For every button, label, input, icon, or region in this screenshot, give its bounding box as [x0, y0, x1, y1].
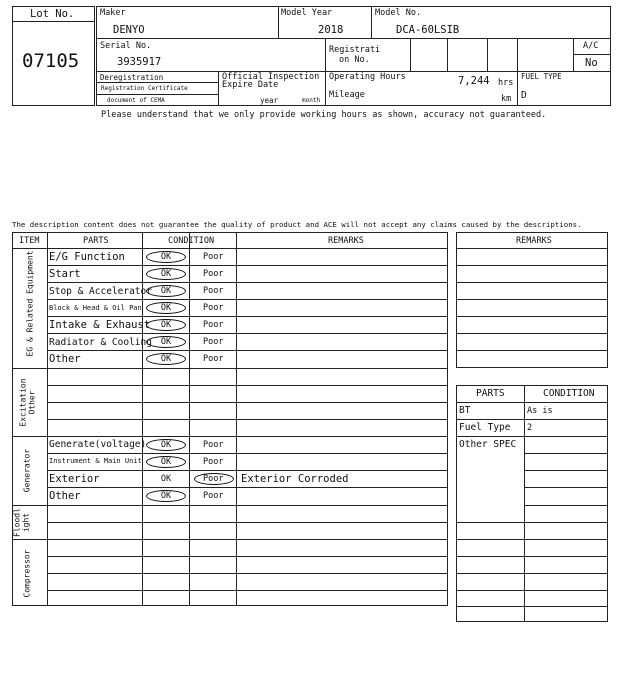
registration-label-1: Registrati	[329, 45, 381, 55]
serial-label: Serial No.	[100, 41, 152, 51]
ok-option: OK	[160, 337, 172, 347]
part-label: Intake & Exhaust	[49, 319, 151, 331]
maker-value: DENYO	[113, 24, 145, 36]
group-generator-label: Generator	[22, 448, 32, 493]
col-condition-header: CONDITION	[168, 236, 215, 246]
month-label: month	[302, 97, 321, 104]
group-compressor-label: Compressor	[22, 549, 32, 598]
spec-condition-value: 2	[527, 423, 533, 433]
fuel-type-value: D	[521, 90, 527, 101]
right-parts-header: PARTS	[476, 388, 505, 399]
col-remarks-header: REMARKS	[328, 236, 364, 246]
poor-option: Poor	[203, 457, 224, 467]
poor-option: Poor	[203, 491, 224, 501]
group-floodlight-label-2: ight	[21, 512, 31, 533]
poor-option: Poor	[203, 354, 224, 364]
poor-option: Poor	[203, 320, 224, 330]
poor-option: Poor	[203, 303, 224, 313]
poor-option: Poor	[203, 440, 224, 450]
hrs-label: hrs	[498, 78, 514, 88]
registration-certificate-label: Registration Certificate	[101, 85, 188, 92]
cema-document-label: document of CEMA	[107, 97, 165, 104]
part-label: Start	[49, 268, 81, 280]
deregistration-label: Deregistration	[100, 73, 164, 82]
col-parts-header: PARTS	[83, 236, 109, 246]
ok-option: OK	[160, 252, 172, 262]
part-label: Instrument & Main Unit	[49, 457, 142, 465]
right-condition-header: CONDITION	[543, 388, 595, 399]
mileage-label: Mileage	[329, 90, 365, 100]
ok-option: OK	[160, 457, 172, 467]
ok-option: OK	[160, 269, 172, 279]
part-label: Radiator & Cooling	[49, 337, 152, 348]
spec-part-label: Fuel Type	[459, 422, 511, 433]
year-label: year	[260, 96, 279, 105]
ac-label: A/C	[583, 41, 599, 51]
part-label: Generate(voltage)	[49, 439, 147, 450]
model-year-label: Model Year	[281, 8, 333, 18]
spec-condition-value: As is	[527, 406, 553, 416]
maker-label: Maker	[100, 8, 126, 18]
model-year-value: 2018	[318, 24, 344, 36]
right-remarks-header: REMARKS	[516, 236, 552, 246]
part-label: Other	[49, 490, 81, 502]
ok-option: OK	[160, 354, 172, 364]
registration-label-2: on No.	[339, 55, 370, 65]
poor-option: Poor	[203, 337, 224, 347]
group-eg-label: EG & Related Equipment	[25, 250, 35, 357]
ok-option: OK	[160, 491, 172, 501]
hours-notice: Please understand that we only provide working hours as shown, accuracy not guaranteed.	[101, 110, 547, 120]
group-excitation-label-2: Other	[27, 390, 37, 415]
part-label: E/G Function	[49, 251, 125, 263]
ok-option: OK	[160, 303, 172, 313]
model-no-value: DCA-60LSIB	[396, 24, 460, 36]
inspection-label-2: Expire Date	[222, 80, 279, 90]
spec-part-label: BT	[459, 405, 471, 416]
lot-number: 07105	[22, 50, 80, 72]
inspection-label-1: Official Inspection	[222, 72, 320, 82]
ok-option: OK	[160, 320, 172, 330]
model-no-label: Model No.	[375, 8, 422, 18]
spec-part-label: Other SPEC	[459, 439, 517, 450]
poor-option: Poor	[203, 286, 224, 296]
part-label: Other	[49, 353, 81, 365]
group-excitation-label-1: Excitation	[18, 378, 28, 427]
fuel-type-label: FUEL TYPE	[521, 72, 562, 81]
ok-option: OK	[160, 474, 172, 484]
disclaimer-text: The description content does not guarantee the quality of product and ACE will not accept any claims caused by the descriptions.	[12, 220, 582, 229]
part-label: Block & Head & Oil Pan	[49, 304, 142, 312]
poor-option: Poor	[203, 252, 224, 262]
ok-option: OK	[160, 440, 172, 450]
km-label: km	[501, 94, 512, 104]
operating-hours-label: Operating Hours	[329, 72, 406, 82]
operating-hours-value: 7,244	[458, 75, 490, 87]
group-floodlight-label-1: Floodl	[12, 508, 22, 537]
remark-text: Exterior Corroded	[241, 473, 349, 485]
ok-option: OK	[160, 286, 172, 296]
part-label: Stop & Accelerator	[49, 286, 152, 297]
poor-option: Poor	[203, 269, 224, 279]
poor-option: Poor	[203, 474, 224, 484]
ac-value: No	[585, 57, 598, 69]
col-item-header: ITEM	[19, 236, 40, 246]
part-label: Exterior	[49, 473, 100, 485]
lot-label: Lot No.	[30, 8, 75, 20]
serial-value: 3935917	[117, 56, 162, 68]
